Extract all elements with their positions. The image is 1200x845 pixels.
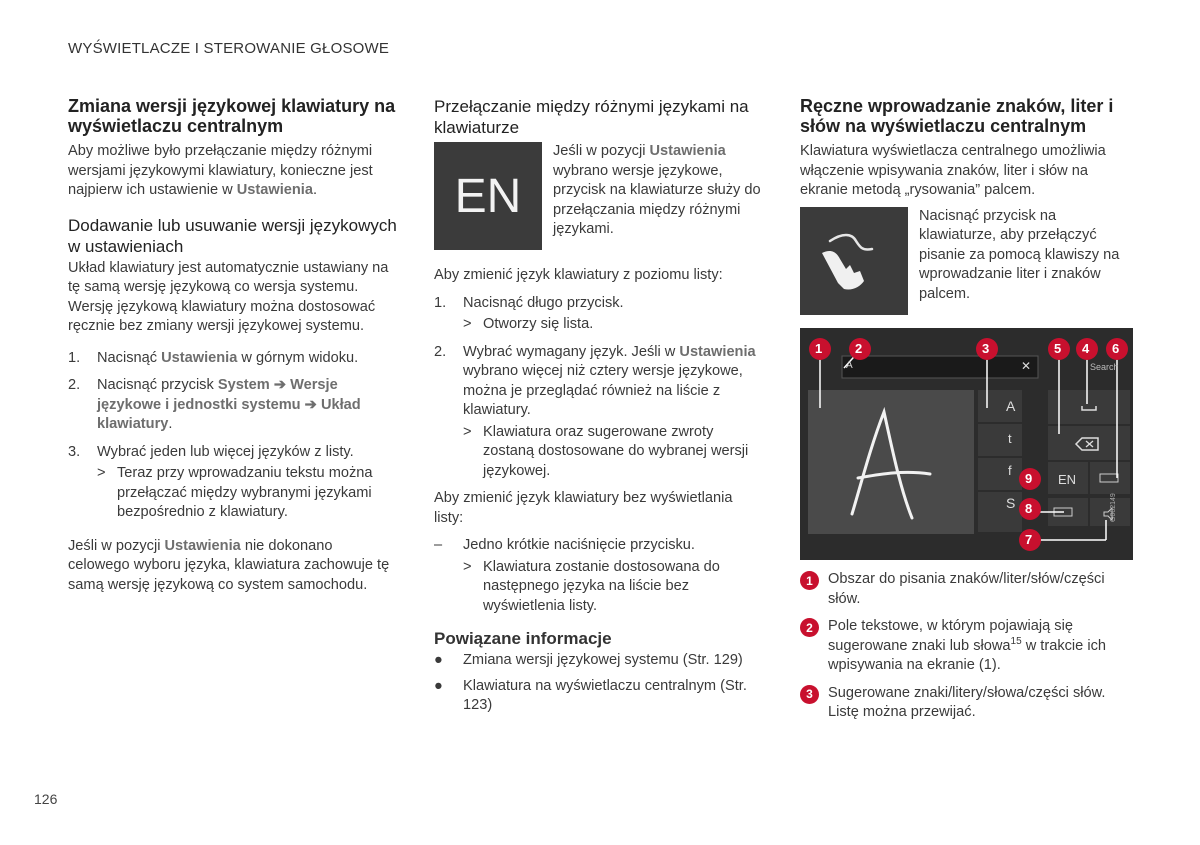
suggestion: S: [1006, 495, 1016, 511]
handwriting-keyboard-illustration: [800, 328, 1133, 560]
callout-item: 2 Pole tekstowe, w którym pojawiają się sugerowane znaki lub słowa$^{15}$ w trakcie ich wpisywania na ekranie (1).: [800, 617, 1132, 676]
step-2-result: > Klawiatura oraz sugerowane zwroty zostaną dostosowane do wybranej wersji językowej.: [463, 423, 749, 479]
step-2: 2. Nacisnąć przycisk System ➔ Wersje językowe i jednostki systemu ➔ Układ klawiatury.: [68, 377, 361, 432]
marker-1: 1: [815, 341, 823, 356]
text-field-value: A: [846, 360, 853, 371]
intro-paragraph: Aby możliwe było przełączanie między różnymi wersjami językowymi klawiatury, konieczne jest najpierw ich ustawienie w Ustawienia.: [68, 143, 373, 198]
column-keyboard-language: [68, 96, 398, 595]
suggestion: A: [1006, 398, 1016, 414]
page-number: 126: [34, 791, 58, 807]
running-header: WYŚWIETLACZE I STEROWANIE GŁOSOWE: [68, 40, 390, 57]
dash-item-result: > Klawiatura zostanie dostosowana do następnego języka na liście bez wyświetlenia listy.: [463, 558, 720, 614]
en-key: EN: [1058, 472, 1077, 487]
suggestion: t: [1008, 431, 1012, 446]
marker-5: 5: [1054, 341, 1062, 356]
suggestion: f: [1008, 463, 1012, 478]
arrow-icon: ➔: [304, 396, 317, 413]
marker-9: 9: [1025, 471, 1033, 486]
step-3-result: > Teraz przy wprowadzaniu tekstu można przełączać między wybranymi językami bezpośrednio z klawiatury.: [97, 465, 373, 520]
step-1: 1. Nacisnąć Ustawienia w górnym widoku.: [68, 349, 359, 366]
related-title: Powiązane informacje: [434, 629, 612, 648]
marker-3: 3: [982, 341, 990, 356]
search-label: Search: [1090, 362, 1119, 372]
section-title: Zmiana wersji językowej klawiatury na wyświetlaczu centralnym: [68, 96, 396, 136]
section-title: Przełączanie między różnymi językami na klawiaturze: [434, 97, 749, 137]
en-language-icon: EN: [434, 142, 542, 250]
no-list-intro: Aby zmienić język klawiatury bez wyświetlania listy:: [434, 490, 733, 526]
clear-icon: ✕: [1021, 359, 1032, 373]
callout-marker: 1: [800, 571, 819, 590]
list-intro: Aby zmienić język klawiatury z poziomu listy:: [434, 267, 723, 283]
bullet-icon: ●: [434, 677, 443, 694]
arrow-icon: ➔: [273, 377, 287, 393]
column-handwriting: [800, 96, 1132, 321]
callout-marker: 3: [800, 685, 819, 704]
final-paragraph: Jeśli w pozycji Ustawienia nie dokonano celowego wyboru języka, klawiatura zachowuje tę samą wersję językową co system samochodu.: [68, 537, 390, 593]
intro-paragraph: Klawiatura wyświetlacza centralnego umożliwia włączenie wpisywania znaków, liter i słów na ekranie metodą „rysowania” palcem.: [800, 143, 1106, 198]
marker-2: 2: [855, 341, 863, 356]
layout-paragraph: Układ klawiatury jest automatycznie ustawiany na tę samą wersję językową co wersja systemu. Wersję językową klawiatury można dostosować ręcznie bez zmiany wersji językowej systemu.: [68, 259, 389, 334]
marker-7: 7: [1025, 532, 1033, 547]
footnote-ref: 15: [1010, 635, 1022, 647]
related-link[interactable]: ● Klawiatura na wyświetlaczu centralnym (Str. 123): [434, 677, 764, 716]
step-2: 2. Wybrać wymagany język. Jeśli w Ustawienia wybrano więcej niż cztery wersje językowe, można je przeglądać również na liście z klawiatury.: [434, 343, 756, 418]
step-1: 1. Nacisnąć długo przycisk.: [434, 294, 624, 311]
bullet-icon: ●: [434, 652, 443, 668]
marker-8: 8: [1025, 501, 1033, 516]
callout-item: 1 Obszar do pisania znaków/liter/słów/części słów.: [800, 570, 1132, 609]
step-3: 3. Wybrać jeden lub więcej języków z listy.: [68, 443, 354, 460]
marker-4: 4: [1082, 341, 1090, 356]
callout-marker: 2: [800, 618, 819, 637]
step-1-result: > Otworzy się lista.: [463, 316, 594, 332]
column-switch-language: [434, 96, 764, 722]
callout-item: 3 Sugerowane znaki/litery/słowa/części słów. Listę można przewijać.: [800, 684, 1132, 723]
settings-keyword: Ustawienia: [236, 182, 313, 198]
subsection-title: Dodawanie lub usuwanie wersji językowych w ustawieniach: [68, 215, 397, 256]
marker-6: 6: [1112, 341, 1120, 356]
callout-list: [800, 570, 1132, 731]
intro-paragraph: Jeśli w pozycji Ustawienia wybrano wersje językowe, przycisk na klawiaturze służy do przełączania między różnymi językami.: [553, 143, 761, 237]
icon-description: Nacisnąć przycisk na klawiaturze, aby przełączyć pisanie za pomocą klawiszy na wprowadzanie liter i znaków palcem.: [919, 207, 1120, 302]
figure-code: G062149: [1110, 493, 1117, 522]
dash-item: – Jedno krótkie naciśnięcie przycisku.: [434, 537, 695, 553]
related-link[interactable]: ● Zmiana wersji językowej systemu (Str. 129): [434, 651, 764, 671]
section-title: Ręczne wprowadzanie znaków, liter i słów na wyświetlaczu centralnym: [800, 96, 1114, 136]
handwriting-icon: [800, 207, 908, 315]
